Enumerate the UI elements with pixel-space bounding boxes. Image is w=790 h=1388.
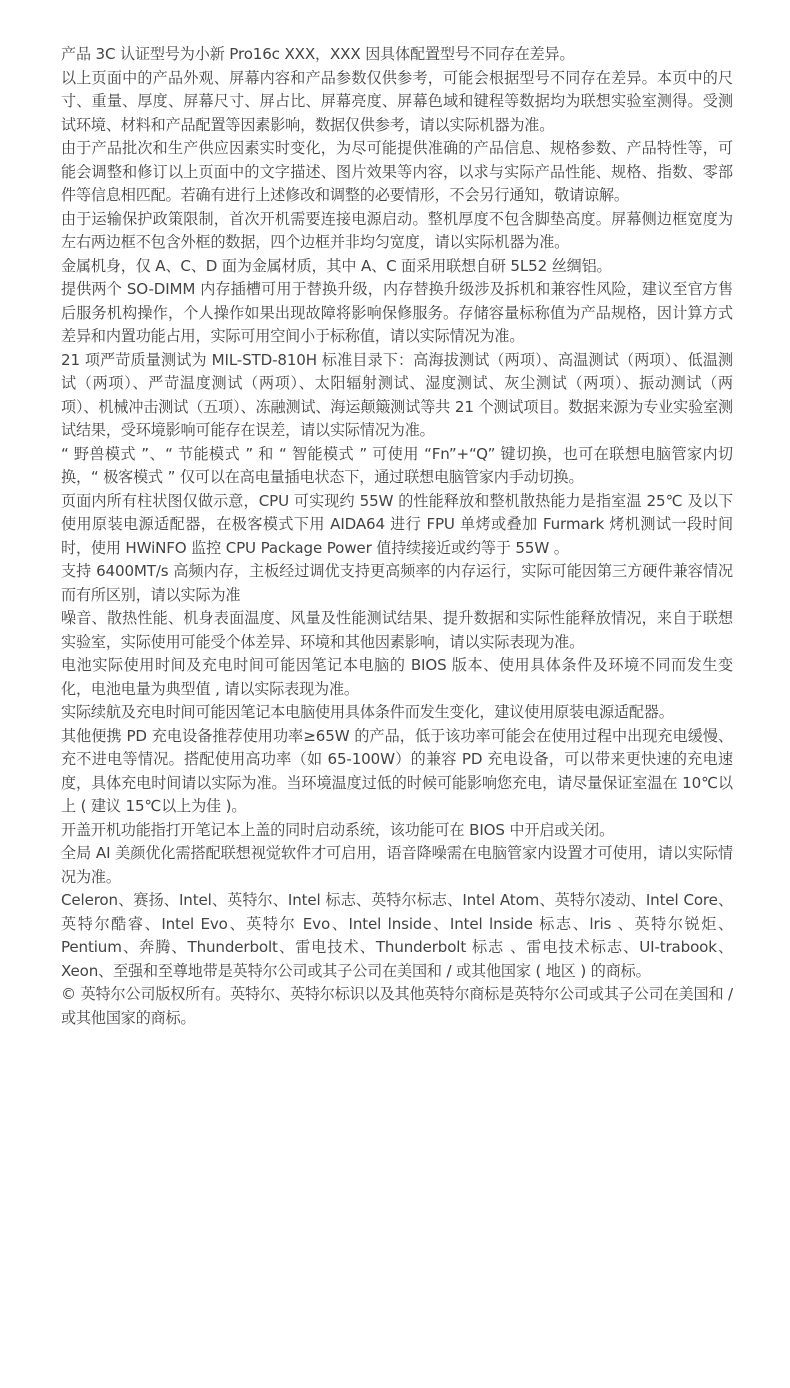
note-mil-std-tests: 21 项严苛质量测试为 MIL-STD-810H 标准目录下：高海拔测试（两项）、高温测试（两项）、低温测试（两项）、严苛温度测试（两项）、太阳辐射测试、湿度测试、灰尘测试（两项）、振动测试（两项）、机械冲击测试（五项）、冻融测试、海运颠簸测试等共 21 个测试项目。数据来源为专业实验室测试结果，受环境影响可能存在误差，请以实际情况为准。 (61, 350, 733, 439)
note-battery-time: 电池实际使用时间及充电时间可能因笔记本电脑的 BIOS 版本、使用具体条件及环境不同而发生变化，电池电量为典型值 , 请以实际表现为准。 (61, 656, 733, 698)
note-battery-life: 实际续航及充电时间可能因笔记本电脑使用具体条件而发生变化，建议使用原装电源适配器。 (61, 703, 674, 721)
note-metal-body: 金属机身，仅 A、C、D 面为金属材质，其中 A、C 面采用联想自研 5L52 丝绸铝。 (61, 256, 612, 275)
note-appearance-reference: 以上页面中的产品外观、屏幕内容和产品参数仅供参考，可能会根据型号不同存在差异。本页中的尺寸、重量、厚度、屏幕尺寸、屏占比、屏幕亮度、屏幕色域和键程等数据均为联想实验室测得。受测试环境、材料和产品配置等因素影响，数据仅供参考，请以实际机器为准。 (61, 68, 733, 134)
note-memory-slots: 提供两个 SO-DIMM 内存插槽可用于替换升级，内存替换升级涉及拆机和兼容性风险，建议至官方售后服务机构操作，个人操作如果出现故障将影响保修服务。存储容量标称值为产品规格，因计算方式差异和内置功能占用，实际可用空间小于标称值，请以实际情况为准。 (61, 280, 733, 345)
disclaimer-notes (61, 43, 733, 1030)
note-batch-changes: 由于产品批次和生产供应因素实时变化，为尽可能提供准确的产品信息、规格参数、产品特性等，可能会调整和修订以上页面中的文字描述、图片效果等内容，以求与实际产品性能、规格、指数、零部件等信息相匹配。若确有进行上述修改和调整的必要情形，不会另行通知，敬请谅解。 (61, 139, 733, 204)
note-shipping-power: 由于运输保护政策限制，首次开机需要连接电源启动。整机厚度不包含脚垫高度。屏幕侧边框宽度为左右两边框不包含外框的数据，四个边框并非均匀宽度，请以实际机器为准。 (61, 209, 733, 251)
note-memory-frequency: 支持 6400MT/s 高频内存，主板经过调优支持更高频率的内存运行，实际可能因第三方硬件兼容情况而有所区别，请以实际为准 (61, 562, 733, 604)
note-intel-trademarks: Celeron、赛扬、Intel、英特尔、Intel 标志、英特尔标志、Intel Atom、英特尔凌动、Intel Core、英特尔酷睿、Intel Evo、英特尔 Evo、Intel lnside、Intel lnside 标志、lris 、英特尔锐炬、Pentium、奔腾、Thunderbolt、雷电技术、Thunderbolt 标志 、雷电技术标志、UI-trabook、Xeon、至强和至尊地带是英特尔公司或其子公司在美国和 / 或其他国家 ( 地区 ) 的商标。 (61, 891, 733, 980)
note-intel-copyright: © 英特尔公司版权所有。英特尔、英特尔标识以及其他英特尔商标是英特尔公司或其子公司在美国和 / 或其他国家的商标。 (61, 985, 733, 1027)
note-lid-open-boot: 开盖开机功能指打开笔记本上盖的同时启动系统，该功能可在 BIOS 中开启或关闭。 (61, 820, 615, 839)
note-ai-beauty: 全局 AI 美颜优化需搭配联想视觉软件才可启用，语音降噪需在电脑管家内设置才可使用，请以实际情况为准。 (61, 844, 733, 886)
note-pd-charging: 其他便携 PD 充电设备推荐使用功率≥65W 的产品，低于该功率可能会在使用过程中出现充电缓慢、充不进电等情况。搭配使用高功率（如 65-100W）的兼容 PD 充电设备，可以带来更快速的充电速度，具体充电时间请以实际为准。当环境温度过低的时候可能影响您充电，请尽量保证室温在 10℃以上 ( 建议 15℃以上为佳 )。 (61, 726, 733, 815)
note-noise-thermal: 噪音、散热性能、机身表面温度、风量及性能测试结果、提升数据和实际性能释放情况，来自于联想实验室，实际使用可能受个体差异、环境和其他因素影响，请以实际表现为准。 (61, 609, 733, 651)
note-3c-certification: 产品 3C 认证型号为小新 Pro16c XXX，XXX 因具体配置型号不同存在差异。 (61, 45, 575, 63)
note-performance-modes: “ 野兽模式 ”、“ 节能模式 ” 和 “ 智能模式 ” 可使用 “Fn”+“Q” 键切换，也可在联想电脑管家内切换，“ 极客模式 ” 仅可以在高电量插电状态下，通过联想电脑管家内手动切换。 (61, 444, 733, 486)
note-bar-chart-cpu: 页面内所有柱状图仅做示意，CPU 可实现约 55W 的性能释放和整机散热能力是指室温 25℃ 及以下使用原装电源适配器，在极客模式下用 AIDA64 进行 FPU 单烤或叠加 Furmark 烤机测试一段时间时，使用 HWiNFO 监控 CPU Package Power 值持续接近或约等于 55W 。 (61, 491, 733, 557)
